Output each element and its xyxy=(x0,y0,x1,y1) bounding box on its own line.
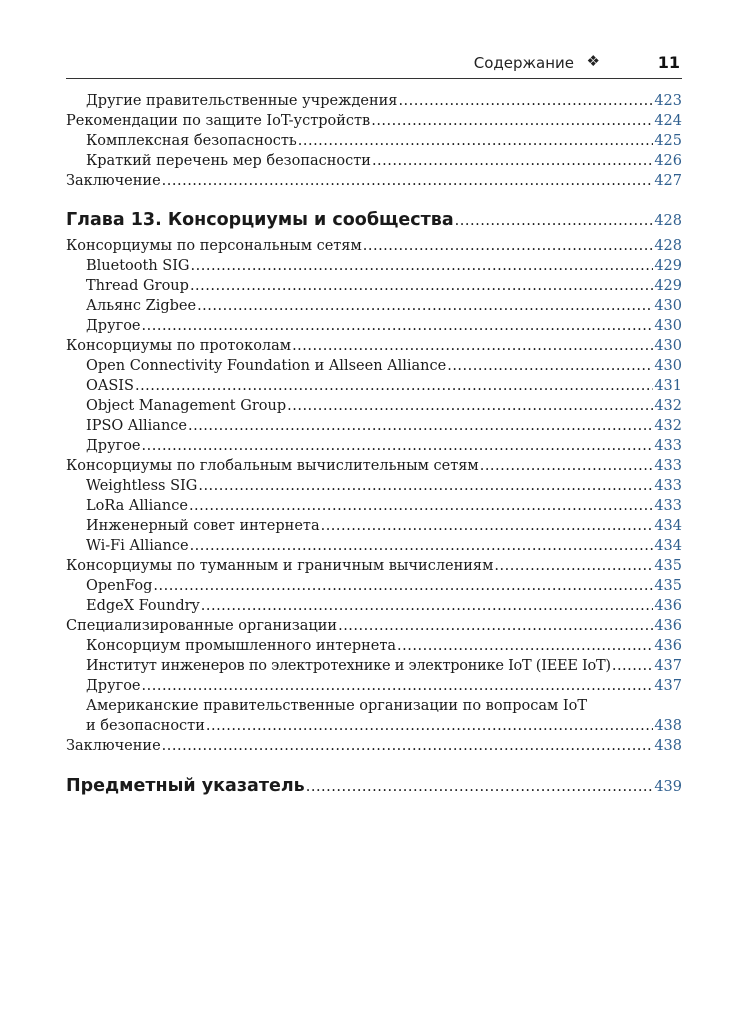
toc-entry-title: Weightless SIG xyxy=(86,478,198,494)
toc-entry[interactable] xyxy=(86,638,682,658)
toc-leader-dots xyxy=(494,558,653,574)
toc-entry[interactable] xyxy=(86,133,682,153)
toc-leader-dots xyxy=(142,438,654,454)
toc-entry-title: Комплексная безопасность xyxy=(86,133,297,149)
toc-leader-dots xyxy=(191,258,654,274)
toc-entry-title: Другое xyxy=(86,678,141,694)
toc-entry[interactable] xyxy=(66,338,682,358)
toc-leader-dots xyxy=(162,738,654,754)
toc-entry[interactable] xyxy=(66,238,682,258)
toc-entry[interactable] xyxy=(86,398,682,418)
toc-entry-title: Инженерный совет интернета xyxy=(86,518,320,534)
toc-entry[interactable] xyxy=(86,278,682,298)
toc-entry[interactable] xyxy=(86,658,682,678)
toc-entry[interactable] xyxy=(86,358,682,378)
toc-leader-dots xyxy=(197,298,653,314)
toc-page-number: 438 xyxy=(654,718,682,734)
toc-entry-title: Thread Group xyxy=(86,278,189,294)
toc-page-number: 439 xyxy=(654,779,682,795)
toc-page-number: 428 xyxy=(654,213,682,229)
toc-entry-title: Консорциумы по глобальным вычислительным сетям xyxy=(66,458,479,474)
toc-leader-dots xyxy=(201,598,654,614)
toc-entry[interactable] xyxy=(86,438,682,458)
toc-entry-title: Другое xyxy=(86,318,141,334)
toc-entry[interactable] xyxy=(86,93,682,113)
toc-page-number: 434 xyxy=(654,518,682,534)
toc-page-number: 435 xyxy=(654,578,682,594)
toc-entry-title: Заключение xyxy=(66,173,161,189)
toc-entry-title: Институт инженеров по электротехнике и электронике IoT (IEEE IoT) xyxy=(86,658,611,674)
toc-page-number: 427 xyxy=(654,173,682,189)
toc-page-number: 437 xyxy=(654,678,682,694)
toc-entry[interactable] xyxy=(66,738,682,758)
toc-leader-dots xyxy=(306,779,654,795)
header-page-number: 11 xyxy=(657,53,680,72)
header-title: Содержание xyxy=(473,54,574,72)
toc-entry-title: LoRa Alliance xyxy=(86,498,188,514)
toc-page-number: 438 xyxy=(654,738,682,754)
toc-entry[interactable] xyxy=(86,153,682,173)
toc-page-number: 436 xyxy=(654,638,682,654)
toc-chapter-heading[interactable] xyxy=(66,210,682,236)
toc-entry[interactable] xyxy=(86,498,682,518)
toc-page-number: 426 xyxy=(654,153,682,169)
toc-entry-title-line1[interactable]: Американские правительственные организации по вопросам IoT xyxy=(86,698,588,714)
toc-page-number: 434 xyxy=(654,538,682,554)
running-header xyxy=(66,48,682,79)
toc-entry-title: Другое xyxy=(86,438,141,454)
toc-entry[interactable] xyxy=(66,113,682,133)
toc-entry[interactable] xyxy=(86,598,682,618)
toc-entry[interactable] xyxy=(66,618,682,638)
toc-page-number: 430 xyxy=(654,358,682,374)
toc-page-number: 433 xyxy=(654,498,682,514)
toc-leader-dots xyxy=(298,133,654,149)
toc-entry[interactable] xyxy=(86,378,682,398)
toc-leader-dots xyxy=(206,718,653,734)
toc-entry[interactable] xyxy=(86,418,682,438)
toc-leader-dots xyxy=(142,678,654,694)
toc-leader-dots xyxy=(480,458,654,474)
toc-page-number: 431 xyxy=(654,378,682,394)
toc-leader-dots xyxy=(190,538,654,554)
toc-entry[interactable] xyxy=(86,538,682,558)
toc-entry-title: Wi-Fi Alliance xyxy=(86,538,189,554)
toc-page-number: 432 xyxy=(654,418,682,434)
toc-leader-dots xyxy=(455,213,654,229)
toc-entry-title: Консорциумы по протоколам xyxy=(66,338,292,354)
toc-entry-title: Консорциумы по персональным сетям xyxy=(66,238,362,254)
toc-page-number: 430 xyxy=(654,338,682,354)
toc-leader-dots xyxy=(162,173,654,189)
toc-entry[interactable] xyxy=(66,458,682,478)
toc-leader-dots xyxy=(447,358,653,374)
toc-page-number: 436 xyxy=(654,598,682,614)
toc-entry[interactable] xyxy=(86,258,682,278)
toc-entry[interactable] xyxy=(66,173,682,193)
toc-leader-dots xyxy=(142,318,654,334)
toc-leader-dots xyxy=(189,498,653,514)
toc-chapter-title: Глава 13. Консорциумы и сообщества xyxy=(66,210,454,230)
toc-leader-dots xyxy=(371,113,653,129)
toc-page-number: 435 xyxy=(654,558,682,574)
toc-page-number: 423 xyxy=(654,93,682,109)
toc-entry[interactable] xyxy=(86,518,682,538)
toc-page-number: 425 xyxy=(654,133,682,149)
toc-page-number: 433 xyxy=(654,438,682,454)
toc-leader-dots xyxy=(398,93,653,109)
toc-entry-title-line2: и безопасности xyxy=(86,718,205,734)
toc-entry-title: Другие правительственные учреждения xyxy=(86,93,398,109)
toc-page-number: 436 xyxy=(654,618,682,634)
toc-entry[interactable] xyxy=(86,478,682,498)
toc-entry-title: Альянс Zigbee xyxy=(86,298,197,314)
toc-entry-title: OpenFog xyxy=(86,578,153,594)
toc-entry[interactable] xyxy=(86,718,682,738)
toc-entry[interactable] xyxy=(86,318,682,338)
toc-page-number: 429 xyxy=(654,278,682,294)
toc-leader-dots xyxy=(372,153,653,169)
toc-entry[interactable] xyxy=(66,558,682,578)
header-diamond-icon: ❖ xyxy=(586,52,600,70)
toc-chapter-heading[interactable] xyxy=(66,776,682,802)
toc-entry-title: Консорциумы по туманным и граничным вычислениям xyxy=(66,558,494,574)
toc-entry-title: OASIS xyxy=(86,378,134,394)
toc-leader-dots xyxy=(198,478,653,494)
toc-entry[interactable] xyxy=(86,678,682,698)
toc-page-number: 430 xyxy=(654,298,682,314)
toc-leader-dots xyxy=(190,278,653,294)
toc-page-number: 429 xyxy=(654,258,682,274)
toc-entry-title: Консорциум промышленного интернета xyxy=(86,638,397,654)
toc-leader-dots xyxy=(292,338,653,354)
toc-page-number: 428 xyxy=(654,238,682,254)
toc-entry-title: EdgeX Foundry xyxy=(86,598,200,614)
toc-entry-title: Краткий перечень мер безопасности xyxy=(86,153,371,169)
toc-chapter-title: Предметный указатель xyxy=(66,776,305,796)
toc-leader-dots xyxy=(612,658,653,674)
toc-page-number: 433 xyxy=(654,478,682,494)
toc-leader-dots xyxy=(338,618,653,634)
toc-leader-dots xyxy=(397,638,653,654)
toc-entry[interactable] xyxy=(86,578,682,598)
toc-entry-title: Object Management Group xyxy=(86,398,287,414)
toc-entry-title: Специализированные организации xyxy=(66,618,338,634)
toc-page-number: 432 xyxy=(654,398,682,414)
toc-page-number: 430 xyxy=(654,318,682,334)
toc-leader-dots xyxy=(363,238,654,254)
toc-page-number: 424 xyxy=(654,113,682,129)
toc-entry-title: IPSO Alliance xyxy=(86,418,187,434)
toc-page-number: 437 xyxy=(654,658,682,674)
toc-leader-dots xyxy=(321,518,654,534)
toc-page-number: 433 xyxy=(654,458,682,474)
toc-leader-dots xyxy=(188,418,653,434)
toc-leader-dots xyxy=(135,378,653,394)
toc-entry-title: Рекомендации по защите IoT-устройств xyxy=(66,113,371,129)
toc-entry-title: Заключение xyxy=(66,738,161,754)
toc-leader-dots xyxy=(153,578,653,594)
toc-entry-title: Bluetooth SIG xyxy=(86,258,190,274)
toc-leader-dots xyxy=(287,398,653,414)
toc-entry[interactable] xyxy=(86,298,682,318)
toc-entry-title: Open Connectivity Foundation и Allseen Alliance xyxy=(86,358,447,374)
